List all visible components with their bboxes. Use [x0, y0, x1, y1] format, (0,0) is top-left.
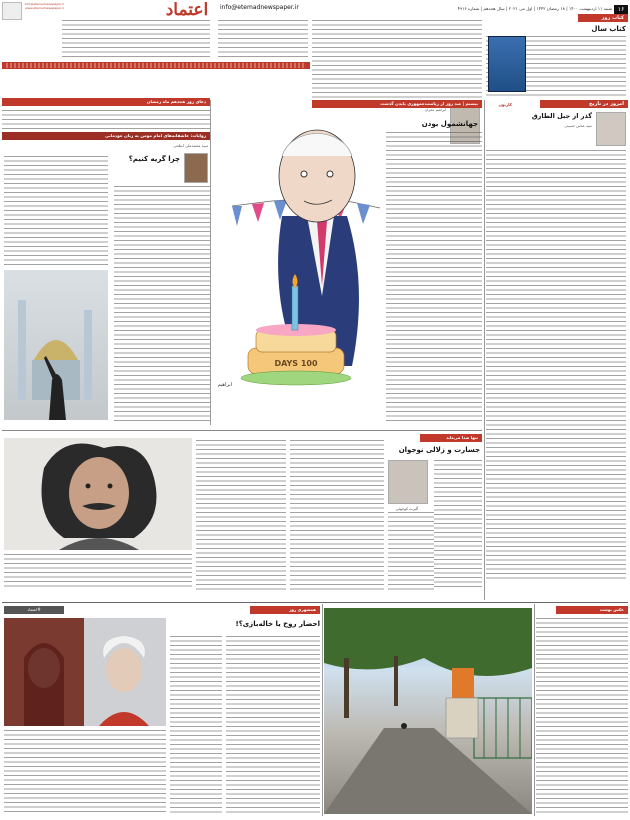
figure-hair [282, 134, 352, 157]
cartoon-signature: ابراهیم [217, 382, 232, 388]
event-bar: بیستم | صد روز از ریاست‌جمهوری بایدن گذشت [312, 100, 482, 108]
bottom-rule [2, 602, 628, 603]
info-email: info@etemadnewspaper.ir [24, 2, 64, 6]
bunting-flag [252, 203, 264, 222]
cartoon-article-text [386, 132, 482, 422]
newspaper-thumbnail [2, 2, 22, 20]
minaret [84, 310, 92, 400]
essay-text-left [4, 156, 108, 266]
street-svg [324, 608, 532, 814]
bunting-flag [232, 206, 242, 226]
figure-eye [327, 171, 333, 177]
eye [86, 484, 91, 489]
cartoon-svg [212, 116, 382, 416]
street-photo [324, 608, 532, 814]
movie-caption-text [4, 730, 166, 814]
orange-cart [452, 668, 474, 698]
girl-scarf [24, 643, 64, 726]
photo-note-label: عکس نوشت [556, 606, 628, 614]
railing [474, 698, 532, 758]
tree-canopy [324, 608, 532, 676]
book-title: کتاب سال [591, 25, 626, 33]
tree-trunk [344, 658, 349, 718]
cartoon-label: کارتون [498, 102, 512, 107]
info-website: www.etemadnewspaper.ir [25, 6, 64, 10]
col-divider [534, 604, 535, 816]
shirt [59, 538, 139, 550]
mosque-svg [4, 270, 108, 420]
cartoon-article-title: جهانشمول بودن [421, 120, 478, 128]
history-text [486, 150, 626, 580]
road [324, 728, 532, 814]
masthead-credits [62, 20, 210, 60]
history-author: سید عباس حسینی [564, 124, 592, 128]
cart-box [446, 698, 478, 738]
book-column-2 [312, 20, 482, 98]
cartoon-illustration [212, 116, 382, 416]
col-divider [210, 100, 211, 425]
dua-bar: دعای روز هجدهم ماه رمضان [2, 98, 210, 106]
photo-note-text [536, 618, 628, 814]
dateline: شنبه ۱۱ اردیبهشت ۱۴۰۰ | ۱۸ رمضان ۱۴۴۲ | اول می ۲۰۲۱ | سال هجدهم | شماره ۴۹۱۶ [457, 6, 612, 11]
col-divider [484, 100, 485, 600]
history-title: گذر از جبل الطارق [531, 112, 592, 120]
memory-text-right [434, 460, 482, 590]
movie-svg [4, 618, 166, 726]
cake-text: 100 DAYS [274, 359, 318, 368]
mosque-photo [4, 270, 108, 420]
col-divider [322, 604, 323, 816]
history-label: امروز در تاریخ [540, 100, 628, 108]
author-photo-history [596, 112, 626, 146]
info-block [24, 2, 64, 20]
memory-title: جسارت و زلالی نوجوان [398, 446, 480, 454]
masthead [2, 2, 628, 20]
motorcycle [401, 723, 407, 729]
cake-plate [241, 371, 351, 385]
essay-text-right [114, 186, 210, 422]
masthead-contact [218, 20, 308, 60]
hamshahri-text-1 [226, 636, 320, 814]
portrait-svg [4, 438, 192, 550]
minaret [18, 300, 26, 400]
cartoonist-name: ابراهیم عمران [424, 108, 446, 112]
memory-text-mid [388, 512, 434, 590]
memory-text-col2 [290, 440, 384, 590]
eye [108, 484, 113, 489]
narrations-bar: روایات: عاشقانه‌های امام مومن به زبان خودمانی [2, 132, 210, 140]
essay-author: سید محمدعلی ابطحی [173, 143, 208, 148]
tree-trunk [394, 656, 398, 706]
dome [34, 340, 78, 360]
woman-face [106, 648, 142, 692]
logo: اعتماد [165, 2, 209, 20]
book-cover [488, 36, 526, 92]
essay-title: چرا گریه کنیم؟ [128, 155, 180, 163]
dua-text [2, 110, 210, 130]
movie-still [4, 618, 166, 726]
figure-eye [301, 171, 307, 177]
hamshahri-label: همشهری روز [250, 606, 320, 614]
bunting-flag [357, 203, 370, 224]
hamshahri-text-2 [170, 636, 222, 814]
face [69, 457, 129, 529]
book-day-label: کتاب روز [578, 14, 628, 22]
memory-author: آلبرت کوچوئی [395, 506, 419, 511]
etemad-tag: #اعتماد [4, 606, 64, 614]
header-email: info@etemadnewspaper.ir [220, 4, 299, 11]
essay-author-photo [184, 153, 208, 183]
memory-label: تنها صدا می‌ماند [420, 434, 482, 442]
memory-rule [2, 430, 482, 431]
memory-text-col3 [196, 440, 286, 590]
portrait-caption-text [4, 554, 192, 590]
portrait-photo [4, 438, 192, 550]
page-number: ۱۶ [614, 5, 628, 15]
masthead-footline [4, 63, 304, 68]
hamshahri-title: احضار روح یا خاله‌بازی؟! [235, 620, 320, 628]
memory-author-photo [388, 460, 428, 504]
candle [292, 286, 298, 330]
